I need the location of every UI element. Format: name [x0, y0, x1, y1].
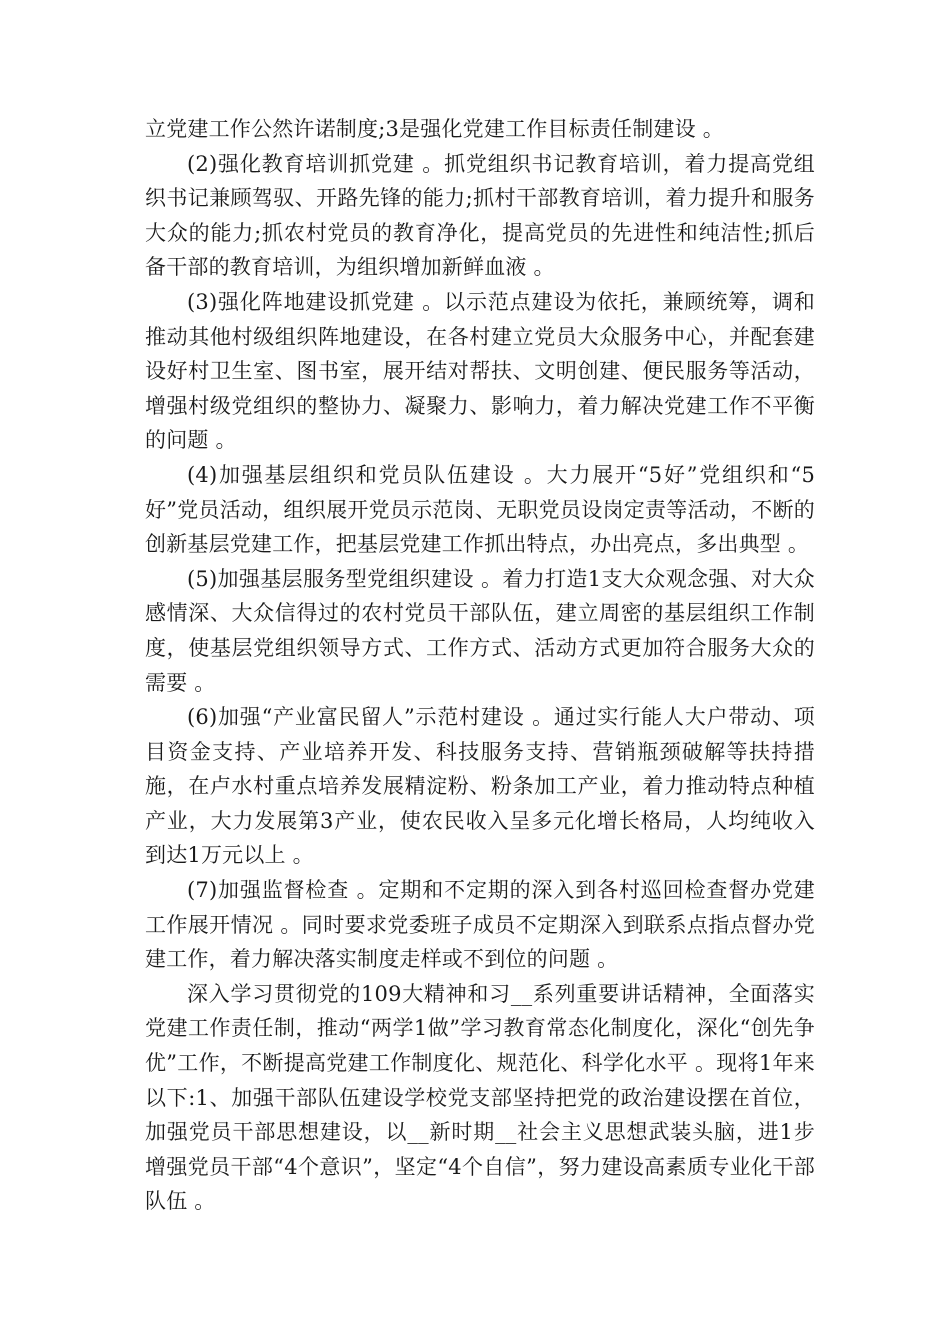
paragraph-demonstration-village: (6)加强“产业富民留人”示范村建设 。通过实行能人大户带动、项目资金支持、产业培养开发、科技服务支持、营销瓶颈破解等扶持措施，在卢水村重点培养发展精淀粉、粉条加工产业，着力推动特点种植产业，大力发展第3产业，使农民收入呈多元化增长格局，人均纯收入到达1万元以上 。	[145, 705, 815, 868]
paragraph-supervision: (7)加强监督检查 。定期和不定期的深入到各村巡回检查督办党建工作展开情况 。同时要求党委班子成员不定期深入到联系点指点督办党建工作，着力解决落实制度走样或不到位的问题 。	[145, 878, 815, 972]
paragraph-continuation: 立党建工作公然许诺制度;3是强化党建工作目标责任制建设 。	[145, 117, 724, 141]
paragraph-study-summary: 深入学习贯彻党的109大精神和习__系列重要讲话精神，全面落实党建工作责任制，推动“两学1做”学习教育常态化制度化，深化“创先争优”工作，不断提高党建工作制度化、规范化、科学化水平 。现将1年来以下:1、加强干部队伍建设学校党支部坚持把党的政治建设摆在首位，加强党员干部思想建设，以__新时期__社会主义思想武装头脑，进1步增强党员干部“4个意识”，坚定“4个自信”，努力建设高素质专业化干部队伍 。	[145, 981, 815, 1214]
paragraph-grassroots-organization: (4)加强基层组织和党员队伍建设 。大力展开“5好”党组织和“5好”党员活动，组织展开党员示范岗、无职党员设岗定责等活动，不断的创新基层党建工作，把基层党建工作抓出特点，办出亮点，多出典型 。	[145, 462, 815, 557]
document-body	[145, 112, 815, 1219]
paragraph-service-oriented: (5)加强基层服务型党组织建设 。着力打造1支大众观念强、对大众感情深、大众信得过的农村党员干部队伍，建立周密的基层组织工作制度，使基层党组织领导方式、工作方式、活动方式更加符合服务大众的需要 。	[145, 566, 815, 695]
paragraph-education-training: (2)强化教育培训抓党建 。抓党组织书记教育培训，着力提高党组织书记兼顾驾驭、开路先锋的能力;抓村干部教育培训，着力提升和服务大众的能力;抓农村党员的教育净化，提高党员的先进性和纯洁性;抓后备干部的教育培训，为组织增加新鲜血液 。	[145, 151, 815, 280]
paragraph-position-building: (3)强化阵地建设抓党建 。以示范点建设为依托，兼顾统筹，调和推动其他村级组织阵地建设，在各村建立党员大众服务中心，并配套建设好村卫生室、图书室，展开结对帮扶、文明创建、便民服务等活动，增强村级党组织的整协力、凝聚力、影响力，着力解决党建工作不平衡的问题 。	[145, 289, 815, 453]
